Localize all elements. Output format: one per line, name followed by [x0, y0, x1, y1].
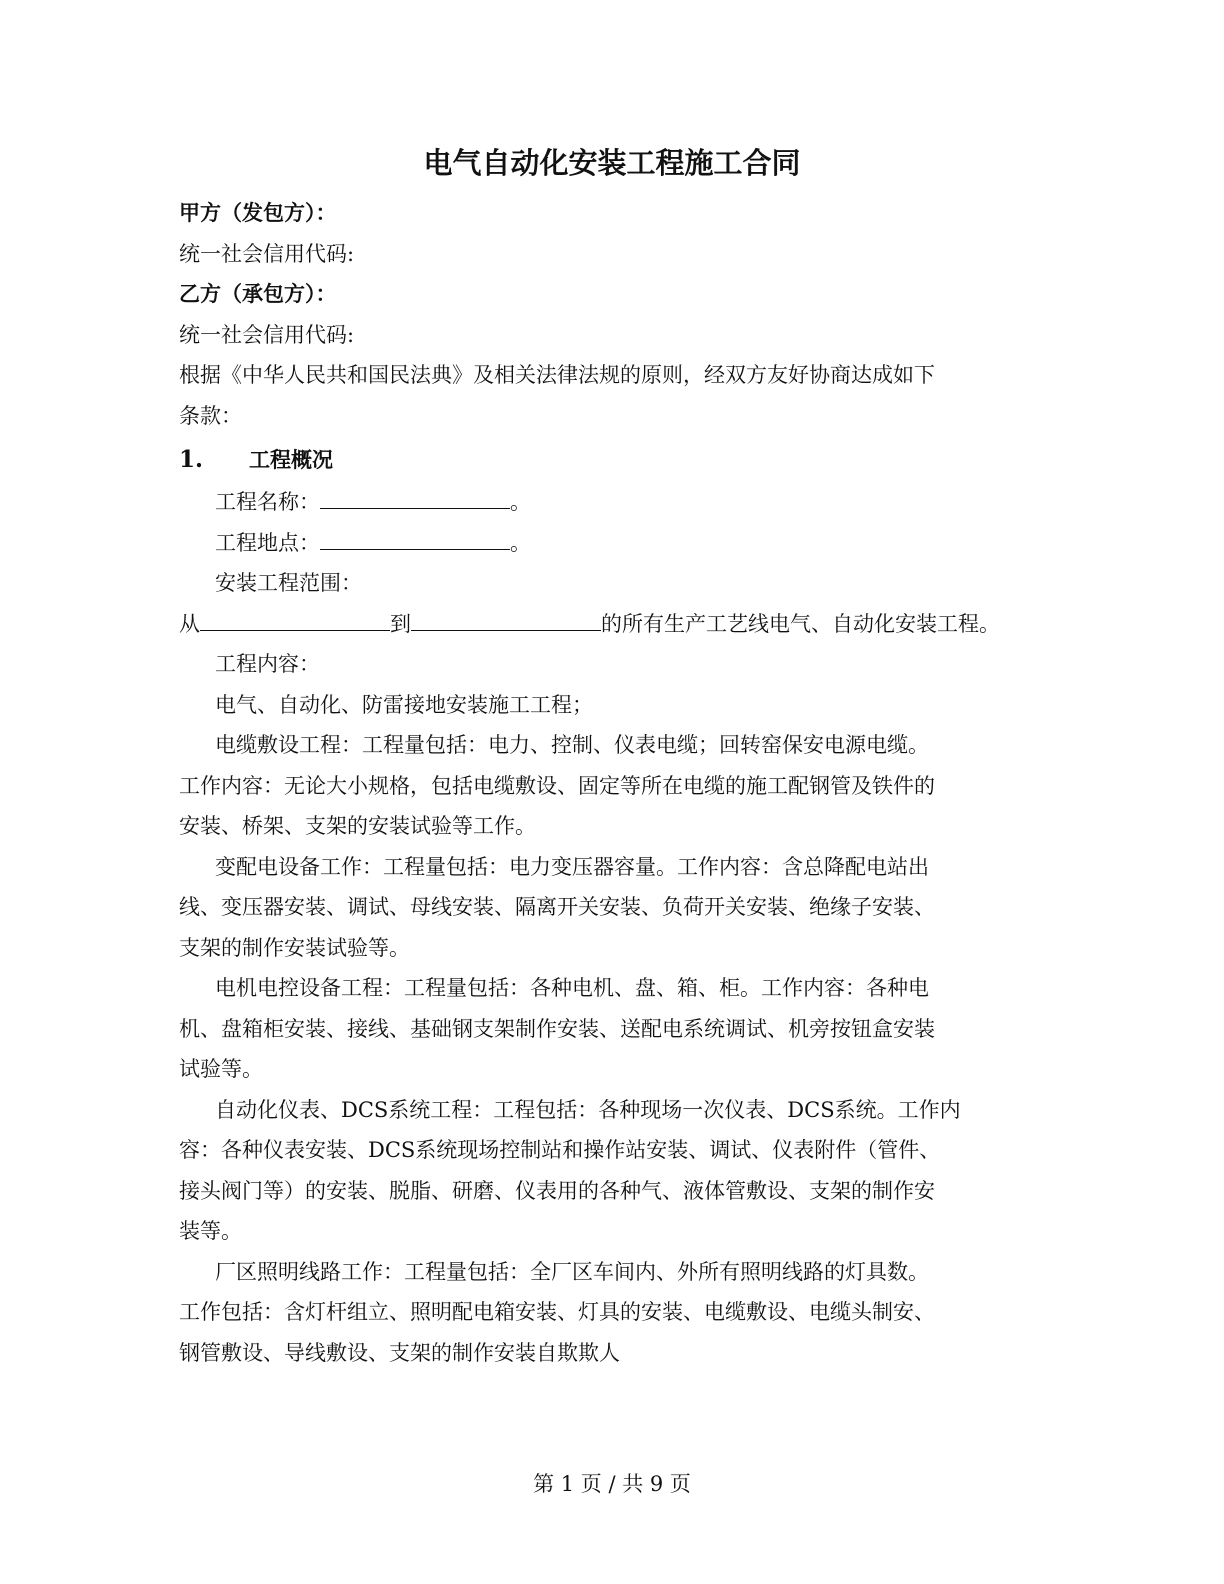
party-b-label: 乙方（承包方）： [179, 281, 337, 306]
project-name-period: 。 [510, 490, 531, 514]
body-line: 电缆敷设工程：工程量包括：电力、控制、仪表电缆；回转窑保安电源电缆。 [215, 733, 929, 757]
party-b-credit-code-label: 统一社会信用代码: [179, 322, 355, 347]
body-line: 容：各种仪表安装、DCS系统现场控制站和操作站安装、调试、仪表附件（管件、 [179, 1138, 941, 1162]
body-line: 钢管敷设、导线敷设、支架的制作安装自欺欺人 [179, 1340, 620, 1365]
project-location-period: 。 [510, 530, 531, 555]
party-a-credit-code-label: 统一社会信用代码: [179, 241, 355, 266]
body-line: 机、盘箱柜安装、接线、基础钢支架制作安装、送配电系统调试、机旁按钮盒安装 [179, 1016, 935, 1041]
preamble-line-1: 根据《中华人民共和国民法典》及相关法律法规的原则，经双方友好协商达成如下 [179, 363, 935, 387]
body-line: 装等。 [179, 1219, 242, 1243]
scope-line [179, 604, 1059, 645]
project-name-blank [320, 484, 510, 509]
project-name-label: 工程名称： [215, 490, 320, 514]
body-line: 工作内容：无论大小规格，包括电缆敷设、固定等所在电缆的施工配钢管及铁件的 [179, 773, 935, 798]
project-name-line [179, 482, 1059, 523]
project-location-blank [320, 525, 510, 550]
body-line: 支架的制作安装试验等。 [179, 935, 410, 960]
body-line: 电气、自动化、防雷接地安装施工工程； [215, 692, 593, 717]
document-body [179, 193, 1059, 1373]
body-line: 变配电设备工作：工程量包括：电力变压器容量。工作内容：含总降配电站出 [215, 854, 929, 879]
body-line: 自动化仪表、DCS系统工程：工程包括：各种现场一次仪表、DCS系统。工作内 [215, 1097, 961, 1122]
body-line: 厂区照明线路工作：工程量包括：全厂区车间内、外所有照明线路的灯具数。 [215, 1259, 929, 1284]
body-line: 线、变压器安装、调试、母线安装、隔离开关安装、负荷开关安装、绝缘子安装、 [179, 895, 935, 919]
scope-label: 安装工程范围： [215, 571, 362, 595]
scope-from: 从 [179, 611, 200, 636]
body-line: 电机电控设备工程：工程量包括：各种电机、盘、箱、柜。工作内容：各种电 [215, 976, 929, 1000]
preamble-line-2: 条款： [179, 403, 242, 428]
section-1-heading [179, 436, 1059, 482]
section-1-title: 工程概况 [249, 447, 333, 472]
page-number-footer: 第 1 页 / 共 9 页 [533, 1472, 691, 1496]
body-line: 试验等。 [179, 1057, 263, 1081]
project-location-label: 工程地点： [215, 530, 320, 555]
section-1-number: 1. [179, 446, 204, 473]
scope-rest: 的所有生产工艺线电气、自动化安装工程。 [601, 611, 1000, 636]
document-title: 电气自动化安装工程施工合同 [423, 146, 801, 180]
project-location-line [179, 523, 1059, 564]
body-line: 工作包括：含灯杆组立、照明配电箱安装、灯具的安装、电缆敷设、电缆头制安、 [179, 1300, 935, 1324]
scope-to-blank [411, 606, 601, 631]
body-line: 接头阀门等）的安装、脱脂、研磨、仪表用的各种气、液体管敷设、支架的制作安 [179, 1178, 935, 1203]
party-a-label: 甲方（发包方）： [179, 200, 337, 225]
scope-to: 到 [390, 611, 411, 636]
scope-from-blank [200, 606, 390, 631]
content-label: 工程内容： [215, 652, 320, 676]
body-line: 安装、桥架、支架的安装试验等工作。 [179, 814, 536, 838]
